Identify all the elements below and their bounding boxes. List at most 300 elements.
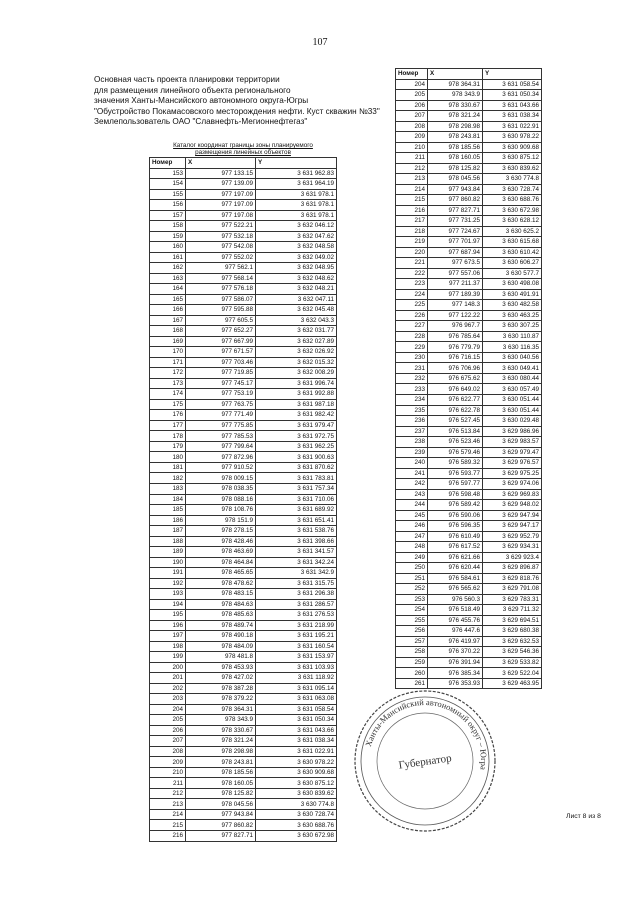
table-row (150, 483, 337, 494)
coordinates-table-left (149, 157, 337, 842)
table-row (150, 284, 337, 295)
table-row (396, 657, 542, 668)
coordinates-table-right (395, 68, 542, 689)
heading-line: значения Ханты-Мансийского автономного округа-Югры (94, 96, 309, 106)
header-x: X (186, 158, 256, 169)
table-row (150, 221, 337, 232)
seal-ring-text: Ханты-Мансийский автономный округ – Югра (363, 696, 490, 771)
catalog-caption (148, 142, 338, 156)
point-number-cell: 191 (150, 568, 186, 579)
table-row (150, 788, 337, 799)
table-row (396, 405, 542, 416)
table-row (150, 462, 337, 473)
table-row (150, 452, 337, 463)
y-coordinate-cell: 3 631 783.81 (256, 473, 337, 484)
x-coordinate-cell: 978 428.46 (186, 536, 256, 547)
point-number-cell: 179 (150, 441, 186, 452)
x-coordinate-cell: 977 133.15 (186, 168, 256, 179)
x-coordinate-cell: 977 827.71 (186, 831, 256, 842)
y-coordinate-cell: 3 632 043.3 (256, 315, 337, 326)
x-coordinate-cell: 978 160.05 (186, 778, 256, 789)
table-row (150, 631, 337, 642)
x-coordinate-cell: 978 125.82 (428, 163, 483, 174)
x-coordinate-cell: 976 353.93 (428, 678, 483, 689)
y-coordinate-cell: 3 631 538.76 (256, 526, 337, 537)
table-row (396, 510, 542, 521)
y-coordinate-cell: 3 630 839.62 (483, 163, 542, 174)
header-y: Y (483, 69, 542, 80)
x-coordinate-cell: 978 364.31 (186, 704, 256, 715)
y-coordinate-cell: 3 629 632.53 (483, 636, 542, 647)
point-number-cell: 254 (396, 605, 428, 616)
y-coordinate-cell: 3 630 728.74 (483, 184, 542, 195)
point-number-cell: 252 (396, 584, 428, 595)
x-coordinate-cell: 978 321.24 (186, 736, 256, 747)
document-heading (94, 75, 404, 128)
y-coordinate-cell: 3 631 996.74 (256, 378, 337, 389)
point-number-cell: 234 (396, 394, 428, 405)
x-coordinate-cell: 977 148.3 (428, 300, 483, 311)
y-coordinate-cell: 3 631 978.1 (256, 210, 337, 221)
y-coordinate-cell: 3 629 983.57 (483, 437, 542, 448)
x-coordinate-cell: 977 799.64 (186, 441, 256, 452)
y-coordinate-cell: 3 629 791.08 (483, 584, 542, 595)
header-number: Номер (396, 69, 428, 80)
point-number-cell: 200 (150, 662, 186, 673)
x-coordinate-cell: 976 622.77 (428, 394, 483, 405)
x-coordinate-cell: 977 667.99 (186, 336, 256, 347)
point-number-cell: 216 (396, 205, 428, 216)
point-number-cell: 196 (150, 620, 186, 631)
y-coordinate-cell: 3 631 050.34 (483, 90, 542, 101)
y-coordinate-cell: 3 630 051.44 (483, 394, 542, 405)
table-row (150, 536, 337, 547)
table-row (396, 321, 542, 332)
point-number-cell: 182 (150, 473, 186, 484)
x-coordinate-cell: 976 590.06 (428, 510, 483, 521)
point-number-cell: 229 (396, 342, 428, 353)
x-coordinate-cell: 976 385.34 (428, 668, 483, 679)
point-number-cell: 205 (150, 715, 186, 726)
y-coordinate-cell: 3 631 962.25 (256, 441, 337, 452)
table-row (150, 746, 337, 757)
x-coordinate-cell: 978 364.31 (428, 79, 483, 90)
x-coordinate-cell: 976 622.78 (428, 405, 483, 416)
x-coordinate-cell: 977 860.82 (428, 195, 483, 206)
point-number-cell: 186 (150, 515, 186, 526)
table-row (150, 294, 337, 305)
x-coordinate-cell: 978 243.81 (428, 132, 483, 143)
table-row (150, 315, 337, 326)
y-coordinate-cell: 3 630 774.8 (256, 799, 337, 810)
y-coordinate-cell: 3 631 964.19 (256, 179, 337, 190)
table-row (396, 426, 542, 437)
table-row (396, 573, 542, 584)
y-coordinate-cell: 3 631 038.34 (483, 111, 542, 122)
y-coordinate-cell: 3 631 022.91 (483, 121, 542, 132)
point-number-cell: 169 (150, 336, 186, 347)
y-coordinate-cell: 3 631 160.54 (256, 641, 337, 652)
y-coordinate-cell: 3 629 522.04 (483, 668, 542, 679)
x-coordinate-cell: 976 565.62 (428, 584, 483, 595)
point-number-cell: 253 (396, 594, 428, 605)
table-row (396, 111, 542, 122)
x-coordinate-cell: 977 719.85 (186, 368, 256, 379)
y-coordinate-cell: 3 631 063.08 (256, 694, 337, 705)
x-coordinate-cell: 978 478.62 (186, 578, 256, 589)
point-number-cell: 224 (396, 289, 428, 300)
heading-line: Основная часть проекта планировки территории (94, 75, 280, 84)
table-row (150, 389, 337, 400)
x-coordinate-cell: 977 943.84 (186, 809, 256, 820)
y-coordinate-cell: 3 630 040.56 (483, 352, 542, 363)
point-number-cell: 237 (396, 426, 428, 437)
table-row (396, 100, 542, 111)
y-coordinate-cell: 3 631 276.53 (256, 610, 337, 621)
y-coordinate-cell: 3 629 711.32 (483, 605, 542, 616)
table-row (150, 820, 337, 831)
table-row (396, 626, 542, 637)
table-row (396, 479, 542, 490)
point-number-cell: 239 (396, 447, 428, 458)
point-number-cell: 174 (150, 389, 186, 400)
x-coordinate-cell: 976 617.52 (428, 542, 483, 553)
table-row (150, 431, 337, 442)
point-number-cell: 160 (150, 242, 186, 253)
point-number-cell: 222 (396, 268, 428, 279)
point-number-cell: 212 (396, 163, 428, 174)
y-coordinate-cell: 3 632 046.12 (256, 221, 337, 232)
y-coordinate-cell: 3 629 783.31 (483, 594, 542, 605)
table-row (396, 174, 542, 185)
point-number-cell: 203 (150, 694, 186, 705)
y-coordinate-cell: 3 631 095.14 (256, 683, 337, 694)
point-number-cell: 173 (150, 378, 186, 389)
x-coordinate-cell: 978 379.22 (186, 694, 256, 705)
x-coordinate-cell: 977 197.09 (186, 200, 256, 211)
y-coordinate-cell: 3 631 315.75 (256, 578, 337, 589)
y-coordinate-cell: 3 631 962.83 (256, 168, 337, 179)
table-row (396, 300, 542, 311)
x-coordinate-cell: 976 620.44 (428, 563, 483, 574)
y-coordinate-cell: 3 632 045.48 (256, 305, 337, 316)
y-coordinate-cell: 3 632 015.32 (256, 357, 337, 368)
y-coordinate-cell: 3 630 672.98 (483, 205, 542, 216)
point-number-cell: 170 (150, 347, 186, 358)
table-row (396, 121, 542, 132)
x-coordinate-cell: 978 321.24 (428, 111, 483, 122)
table-row (150, 263, 337, 274)
point-number-cell: 199 (150, 652, 186, 663)
y-coordinate-cell: 3 629 974.06 (483, 479, 542, 490)
y-coordinate-cell: 3 630 080.44 (483, 373, 542, 384)
point-number-cell: 256 (396, 626, 428, 637)
x-coordinate-cell: 978 484.63 (186, 599, 256, 610)
y-coordinate-cell: 3 629 986.96 (483, 426, 542, 437)
x-coordinate-cell: 976 967.7 (428, 321, 483, 332)
x-coordinate-cell: 978 483.15 (186, 589, 256, 600)
table-row (396, 531, 542, 542)
y-coordinate-cell: 3 630 909.68 (256, 767, 337, 778)
table-row (396, 331, 542, 342)
x-coordinate-cell: 977 562.1 (186, 263, 256, 274)
x-coordinate-cell: 978 278.15 (186, 526, 256, 537)
table-row (396, 447, 542, 458)
y-coordinate-cell: 3 632 026.92 (256, 347, 337, 358)
table-row (150, 589, 337, 600)
y-coordinate-cell: 3 631 058.54 (256, 704, 337, 715)
x-coordinate-cell: 978 009.15 (186, 473, 256, 484)
x-coordinate-cell: 976 716.15 (428, 352, 483, 363)
x-coordinate-cell: 976 589.32 (428, 458, 483, 469)
x-coordinate-cell: 977 211.37 (428, 279, 483, 290)
y-coordinate-cell: 3 632 027.89 (256, 336, 337, 347)
table-row (150, 547, 337, 558)
table-row (150, 641, 337, 652)
x-coordinate-cell: 978 343.9 (186, 715, 256, 726)
x-coordinate-cell: 977 586.07 (186, 294, 256, 305)
table-row (396, 605, 542, 616)
table-row (396, 184, 542, 195)
x-coordinate-cell: 978 463.69 (186, 547, 256, 558)
x-coordinate-cell: 976 523.46 (428, 437, 483, 448)
y-coordinate-cell: 3 629 979.47 (483, 447, 542, 458)
x-coordinate-cell: 978 151.9 (186, 515, 256, 526)
table-header-row (150, 158, 337, 169)
x-coordinate-cell: 976 579.46 (428, 447, 483, 458)
point-number-cell: 251 (396, 573, 428, 584)
x-coordinate-cell: 976 527.45 (428, 416, 483, 427)
point-number-cell: 210 (396, 142, 428, 153)
table-row (150, 715, 337, 726)
point-number-cell: 233 (396, 384, 428, 395)
y-coordinate-cell: 3 631 153.97 (256, 652, 337, 663)
table-row (150, 599, 337, 610)
point-number-cell: 244 (396, 500, 428, 511)
y-coordinate-cell: 3 629 896.87 (483, 563, 542, 574)
point-number-cell: 185 (150, 505, 186, 516)
point-number-cell: 245 (396, 510, 428, 521)
y-coordinate-cell: 3 630 909.68 (483, 142, 542, 153)
x-coordinate-cell: 976 621.66 (428, 552, 483, 563)
table-row (396, 310, 542, 321)
point-number-cell: 228 (396, 331, 428, 342)
y-coordinate-cell: 3 631 342.24 (256, 557, 337, 568)
point-number-cell: 206 (150, 725, 186, 736)
point-number-cell: 193 (150, 589, 186, 600)
point-number-cell: 218 (396, 226, 428, 237)
table-row (396, 668, 542, 679)
table-row (396, 352, 542, 363)
y-coordinate-cell: 3 631 286.57 (256, 599, 337, 610)
table-row (150, 620, 337, 631)
point-number-cell: 205 (396, 90, 428, 101)
point-number-cell: 243 (396, 489, 428, 500)
y-coordinate-cell: 3 630 610.42 (483, 247, 542, 258)
y-coordinate-cell: 3 631 870.62 (256, 462, 337, 473)
point-number-cell: 249 (396, 552, 428, 563)
point-number-cell: 214 (150, 809, 186, 820)
heading-line: "Обустройство Покамасовского месторождения нефти. Куст скважин №33" (94, 106, 380, 116)
table-body (150, 168, 337, 841)
catalog-caption-line: размещения линейных объектов (195, 149, 291, 157)
point-number-cell: 156 (150, 200, 186, 211)
point-number-cell: 195 (150, 610, 186, 621)
x-coordinate-cell: 977 753.19 (186, 389, 256, 400)
x-coordinate-cell: 977 139.09 (186, 179, 256, 190)
y-coordinate-cell: 3 629 680.38 (483, 626, 542, 637)
y-coordinate-cell: 3 631 972.75 (256, 431, 337, 442)
point-number-cell: 207 (396, 111, 428, 122)
table-header-row (396, 69, 542, 80)
y-coordinate-cell: 3 631 987.18 (256, 399, 337, 410)
y-coordinate-cell: 3 629 975.25 (483, 468, 542, 479)
x-coordinate-cell: 978 485.63 (186, 610, 256, 621)
y-coordinate-cell: 3 632 031.77 (256, 326, 337, 337)
table-row (396, 521, 542, 532)
table-row (396, 647, 542, 658)
y-coordinate-cell: 3 630 628.12 (483, 216, 542, 227)
x-coordinate-cell: 977 605.5 (186, 315, 256, 326)
x-coordinate-cell: 976 593.77 (428, 468, 483, 479)
y-coordinate-cell: 3 632 008.29 (256, 368, 337, 379)
table-row (150, 179, 337, 190)
point-number-cell: 157 (150, 210, 186, 221)
point-number-cell: 208 (150, 746, 186, 757)
table-row (396, 342, 542, 353)
point-number-cell: 204 (150, 704, 186, 715)
point-number-cell: 176 (150, 410, 186, 421)
x-coordinate-cell: 978 481.8 (186, 652, 256, 663)
table-row (396, 437, 542, 448)
table-row (396, 468, 542, 479)
table-row (396, 363, 542, 374)
y-coordinate-cell: 3 631 050.34 (256, 715, 337, 726)
official-seal-stamp (352, 688, 498, 834)
x-coordinate-cell: 976 589.42 (428, 500, 483, 511)
y-coordinate-cell: 3 631 900.63 (256, 452, 337, 463)
page-number: 107 (312, 37, 328, 48)
point-number-cell: 230 (396, 352, 428, 363)
point-number-cell: 255 (396, 615, 428, 626)
table-row (396, 268, 542, 279)
table-row (150, 168, 337, 179)
point-number-cell: 202 (150, 683, 186, 694)
table-row (396, 542, 542, 553)
x-coordinate-cell: 978 489.74 (186, 620, 256, 631)
point-number-cell: 208 (396, 121, 428, 132)
point-number-cell: 225 (396, 300, 428, 311)
x-coordinate-cell: 976 649.02 (428, 384, 483, 395)
point-number-cell: 215 (396, 195, 428, 206)
point-number-cell: 231 (396, 363, 428, 374)
y-coordinate-cell: 3 631 979.47 (256, 420, 337, 431)
y-coordinate-cell: 3 632 048.58 (256, 242, 337, 253)
y-coordinate-cell: 3 631 103.93 (256, 662, 337, 673)
point-number-cell: 167 (150, 315, 186, 326)
table-row (396, 163, 542, 174)
y-coordinate-cell: 3 631 058.54 (483, 79, 542, 90)
point-number-cell: 198 (150, 641, 186, 652)
y-coordinate-cell: 3 630 577.7 (483, 268, 542, 279)
table-row (150, 831, 337, 842)
y-coordinate-cell: 3 629 948.02 (483, 500, 542, 511)
table-row (396, 247, 542, 258)
table-row (150, 326, 337, 337)
y-coordinate-cell: 3 630 307.25 (483, 321, 542, 332)
table-row (150, 757, 337, 768)
table-row (150, 200, 337, 211)
point-number-cell: 168 (150, 326, 186, 337)
table-row (150, 694, 337, 705)
x-coordinate-cell: 978 045.56 (428, 174, 483, 185)
x-coordinate-cell: 977 745.17 (186, 378, 256, 389)
table-row (150, 515, 337, 526)
y-coordinate-cell: 3 630 875.12 (256, 778, 337, 789)
point-number-cell: 246 (396, 521, 428, 532)
y-coordinate-cell: 3 630 482.58 (483, 300, 542, 311)
y-coordinate-cell: 3 632 047.62 (256, 231, 337, 242)
point-number-cell: 261 (396, 678, 428, 689)
point-number-cell: 211 (396, 153, 428, 164)
table-row (150, 336, 337, 347)
x-coordinate-cell: 978 160.05 (428, 153, 483, 164)
y-coordinate-cell: 3 631 022.91 (256, 746, 337, 757)
x-coordinate-cell: 977 673.5 (428, 258, 483, 269)
table-row (396, 142, 542, 153)
point-number-cell: 154 (150, 179, 186, 190)
point-number-cell: 209 (150, 757, 186, 768)
y-coordinate-cell: 3 630 606.27 (483, 258, 542, 269)
y-coordinate-cell: 3 632 048.21 (256, 284, 337, 295)
table-row (150, 368, 337, 379)
point-number-cell: 247 (396, 531, 428, 542)
point-number-cell: 206 (396, 100, 428, 111)
x-coordinate-cell: 977 542.08 (186, 242, 256, 253)
point-number-cell: 155 (150, 189, 186, 200)
point-number-cell: 190 (150, 557, 186, 568)
point-number-cell: 213 (396, 174, 428, 185)
point-number-cell: 164 (150, 284, 186, 295)
table-row (396, 500, 542, 511)
x-coordinate-cell: 978 185.56 (186, 767, 256, 778)
x-coordinate-cell: 978 038.35 (186, 483, 256, 494)
x-coordinate-cell: 976 597.77 (428, 479, 483, 490)
table-row (150, 610, 337, 621)
y-coordinate-cell: 3 630 116.35 (483, 342, 542, 353)
x-coordinate-cell: 977 197.09 (186, 189, 256, 200)
table-row (150, 357, 337, 368)
point-number-cell: 215 (150, 820, 186, 831)
table-row (396, 289, 542, 300)
table-row (150, 410, 337, 421)
point-number-cell: 242 (396, 479, 428, 490)
table-row (150, 305, 337, 316)
y-coordinate-cell: 3 629 952.79 (483, 531, 542, 542)
y-coordinate-cell: 3 631 978.1 (256, 189, 337, 200)
point-number-cell: 181 (150, 462, 186, 473)
x-coordinate-cell: 977 910.52 (186, 462, 256, 473)
point-number-cell: 212 (150, 788, 186, 799)
x-coordinate-cell: 978 298.98 (428, 121, 483, 132)
y-coordinate-cell: 3 631 118.92 (256, 673, 337, 684)
x-coordinate-cell: 976 419.97 (428, 636, 483, 647)
table-row (150, 242, 337, 253)
table-row (396, 205, 542, 216)
table-row (150, 210, 337, 221)
point-number-cell: 201 (150, 673, 186, 684)
x-coordinate-cell: 978 045.56 (186, 799, 256, 810)
